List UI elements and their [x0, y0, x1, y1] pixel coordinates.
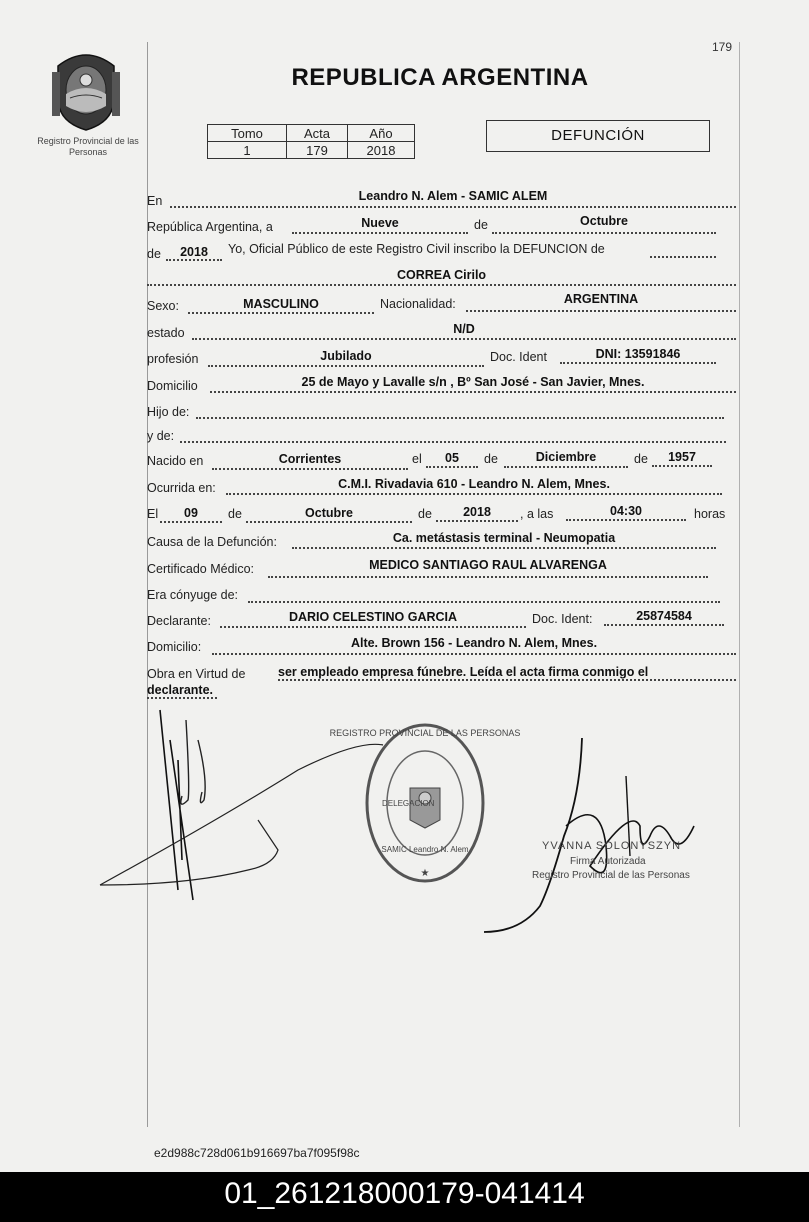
- hijo-label: Hijo de:: [147, 405, 190, 419]
- declarante-value: DARIO CELESTINO GARCIA: [288, 610, 458, 624]
- officer-name: YVANNA SOLONYSZYN: [542, 840, 682, 852]
- dotted-line: [248, 601, 720, 603]
- certificate-value: MEDICO SANTIAGO RAUL ALVARENGA: [369, 558, 607, 572]
- horas-label: horas: [694, 507, 726, 521]
- dotted-line: [196, 417, 724, 419]
- footer-code: 01_261218000179-041414: [224, 1177, 585, 1210]
- de-label: de: [634, 452, 648, 466]
- dotted-line: [652, 465, 712, 467]
- page-number: 179: [712, 40, 733, 54]
- dotted-line: [466, 310, 736, 312]
- doc-type-box: DEFUNCIÓN: [486, 120, 710, 152]
- dotted-line: [504, 466, 628, 468]
- right-margin-line: [739, 42, 740, 1127]
- officer-text: Yo, Oficial Público de este Registro Civil inscribo la DEFUNCION de: [228, 242, 605, 256]
- domicilio-label: Domicilio: [147, 379, 198, 393]
- domicilio-value: 25 de Mayo y Lavalle s/n , Bº San José - San Javier, Mnes.: [301, 375, 645, 389]
- ocurrida-label: Ocurrida en:: [147, 481, 216, 495]
- dotted-line: [208, 365, 484, 367]
- nacionalidad-label: Nacionalidad:: [380, 297, 456, 311]
- domicilio-label: Domicilio:: [147, 640, 202, 654]
- birthplace-value: Corrientes: [278, 452, 342, 466]
- death-day-value: 09: [184, 506, 198, 520]
- svg-text:★: ★: [420, 868, 430, 879]
- estado-value: N/D: [453, 322, 475, 336]
- dotted-line: [210, 391, 736, 393]
- registry-name: Registro Provincial de las Personas: [37, 136, 139, 157]
- el-label: el: [412, 452, 422, 466]
- el-label: El: [147, 507, 159, 521]
- nacido-label: Nacido en: [147, 454, 204, 468]
- de-label: de: [418, 507, 432, 521]
- dotted-line: [180, 441, 726, 443]
- birth-month-value: Diciembre: [535, 450, 597, 464]
- sexo-label: Sexo:: [147, 299, 179, 313]
- yde-label: y de:: [147, 429, 175, 443]
- dotted-line: [278, 679, 736, 681]
- place-of-death-value: C.M.I. Rivadavia 610 - Leandro N. Alem, Mnes.: [338, 477, 610, 491]
- certificado-label: Certificado Médico:: [147, 562, 254, 576]
- de-label: de: [147, 247, 161, 261]
- declarante-address-value: Alte. Brown 156 - Leandro N. Alem, Mnes.: [350, 636, 598, 650]
- table-header-cell: Acta: [287, 125, 348, 142]
- doc-ident-label: Doc. Ident: [490, 350, 547, 364]
- dotted-line: [147, 284, 736, 286]
- obra-value: ser empleado empresa fúnebre. Leída el acta firma conmigo el: [278, 665, 649, 679]
- dotted-line: [292, 547, 716, 549]
- birth-year-value: 1957: [668, 450, 696, 464]
- table-cell: 1: [208, 142, 287, 159]
- dotted-line: [160, 521, 222, 523]
- dotted-line: [147, 697, 217, 699]
- cause-of-death-value: Ca. metástasis terminal - Neumopatia: [392, 531, 616, 545]
- dotted-line: [492, 232, 716, 234]
- stamp-side-text: DELEGACION: [382, 799, 435, 808]
- doc-ident-value: DNI: 13591846: [595, 347, 681, 361]
- document-hash: e2d988c728d061b916697ba7f095f98c: [154, 1146, 360, 1160]
- deceased-name: CORREA Cirilo: [396, 268, 487, 282]
- dotted-line: [292, 232, 468, 234]
- doc-ident-label: Doc. Ident:: [532, 612, 593, 626]
- declarante-label: Declarante:: [147, 614, 211, 628]
- place-value: Leandro N. Alem - SAMIC ALEM: [358, 189, 548, 203]
- dotted-line: [192, 338, 736, 340]
- republica-label: República Argentina, a: [147, 220, 273, 234]
- sexo-value: MASCULINO: [243, 297, 319, 311]
- dotted-line: [268, 576, 708, 578]
- dotted-line: [426, 466, 478, 468]
- dotted-line: [246, 521, 412, 523]
- dotted-line: [220, 626, 526, 628]
- dotted-line: [650, 256, 716, 258]
- nacionalidad-value: ARGENTINA: [563, 292, 639, 306]
- footer-code-bar: [0, 1172, 809, 1222]
- table-header-cell: Tomo: [208, 125, 287, 142]
- stamp-top-text: REGISTRO PROVINCIAL DE LAS PERSONAS: [329, 728, 521, 738]
- death-year-value: 2018: [463, 505, 491, 519]
- day-value: Nueve: [361, 216, 399, 230]
- dotted-line: [188, 312, 374, 314]
- estado-label: estado: [147, 326, 185, 340]
- table-header-cell: Año: [348, 125, 415, 142]
- table-header-row: [208, 125, 415, 142]
- de-label: de: [484, 452, 498, 466]
- stamp-inner-text: SAMIC Leandro N. Alem: [381, 845, 469, 854]
- page-title: REPUBLICA ARGENTINA: [291, 64, 589, 91]
- obra-value-continued: declarante.: [147, 683, 214, 697]
- declarante-doc-value: 25874584: [636, 609, 692, 623]
- death-time-value: 04:30: [610, 504, 642, 518]
- profesion-label: profesión: [147, 352, 199, 366]
- year-value: 2018: [180, 245, 208, 259]
- registry-stamp-icon: [329, 720, 521, 886]
- obra-label: Obra en Virtud de: [147, 667, 246, 681]
- dotted-line: [560, 362, 716, 364]
- causa-label: Causa de la Defunción:: [147, 535, 277, 549]
- de-label: de: [474, 218, 488, 232]
- dotted-line: [170, 206, 736, 208]
- table-cell: 179: [287, 142, 348, 159]
- dotted-line: [212, 653, 736, 655]
- officer-title: Firma Autorizada: [570, 856, 646, 867]
- birth-day-value: 05: [445, 451, 459, 465]
- conyuge-label: Era cónyuge de:: [147, 588, 239, 602]
- a-las-label: , a las: [520, 507, 554, 521]
- record-table: [207, 124, 415, 159]
- dotted-line: [436, 520, 518, 522]
- province-seal-icon: [50, 48, 122, 132]
- profesion-value: Jubilado: [320, 349, 372, 363]
- death-month-value: Octubre: [305, 506, 353, 520]
- month-value: Octubre: [580, 214, 628, 228]
- dotted-line: [566, 519, 686, 521]
- officer-signature-icon: [480, 736, 700, 936]
- officer-registry: Registro Provincial de las Personas: [532, 870, 690, 881]
- table-row: [208, 142, 415, 159]
- dotted-line: [166, 259, 222, 261]
- dotted-line: [226, 493, 722, 495]
- en-label: En: [147, 194, 163, 208]
- de-label: de: [228, 507, 242, 521]
- table-cell: 2018: [348, 142, 415, 159]
- dotted-line: [212, 468, 408, 470]
- dotted-line: [604, 624, 724, 626]
